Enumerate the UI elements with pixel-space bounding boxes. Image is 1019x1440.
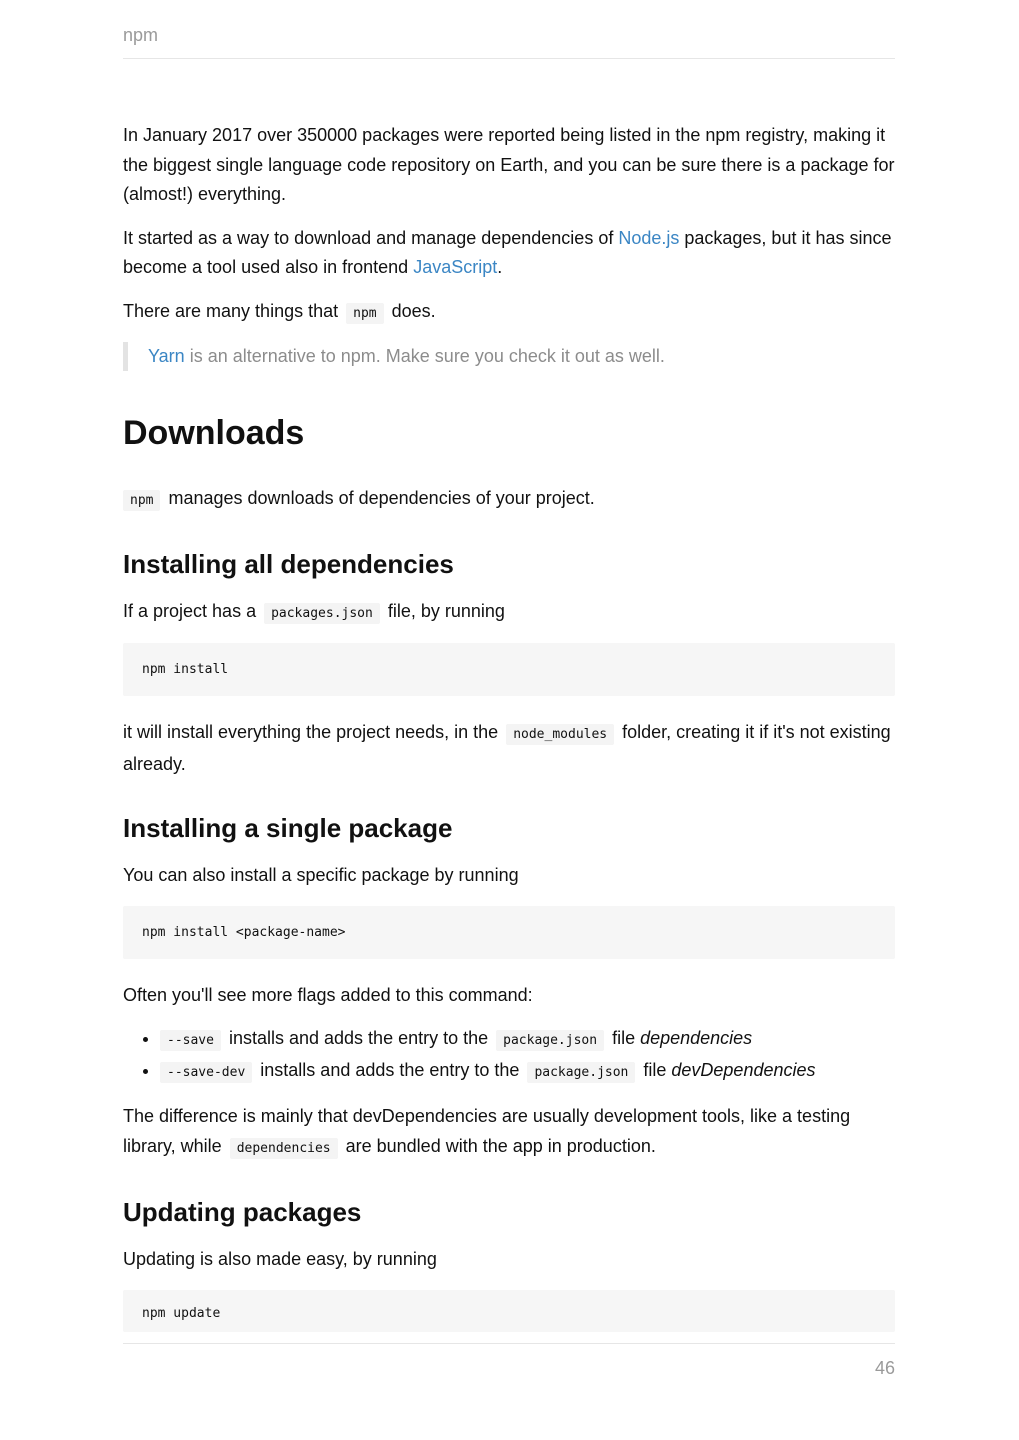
installing-all-heading: Installing all dependencies [123, 548, 454, 579]
nodejs-link[interactable]: Node.js [618, 227, 680, 248]
javascript-link[interactable]: JavaScript [413, 257, 498, 277]
installing-all-p2-text-b: folder, creating it if it's not existing already. [123, 722, 891, 774]
inline-code-packages-json: packages.json [264, 603, 380, 624]
inline-code-npm: npm [346, 303, 383, 324]
inline-code-package-json: package.json [527, 1062, 635, 1083]
code-block-npm-install: npm install [123, 643, 895, 696]
installing-all-paragraph-1 [123, 597, 895, 629]
installing-single-paragraph-2: Often you'll see more flags added to this command: [123, 984, 533, 1005]
inline-code-save-flag: --save [160, 1030, 221, 1051]
installing-single-p3-text-b: are bundled with the app in production. [340, 1135, 656, 1156]
flag-desc-text: installs and adds the entry to the [255, 1059, 525, 1080]
installing-single-heading: Installing a single package [123, 813, 453, 843]
inline-code-package-json: package.json [496, 1030, 604, 1051]
yarn-callout-text: is an alternative to npm. Make sure you check it out as well. [184, 346, 665, 366]
intro-p3-text-a: There are many things that [123, 300, 344, 321]
code-block-npm-install-package: npm install <package-name> [123, 906, 895, 959]
page-number: 46 [874, 1358, 895, 1378]
installing-all-p1-text-a: If a project has a [123, 600, 262, 621]
flag-desc-text: file [638, 1059, 672, 1080]
intro-paragraph-1: In January 2017 over 350000 packages were reported being listed in the npm registry, making it the biggest single language code repository on Earth, and you can be sure there is a package for (almost!) everything. [123, 125, 895, 204]
installing-all-p2-text-a: it will install everything the project needs, in the [123, 722, 504, 742]
inline-code-npm: npm [123, 490, 160, 511]
flag-target: dependencies [640, 1028, 753, 1048]
downloads-paragraph [123, 484, 895, 516]
inline-code-dependencies: dependencies [230, 1138, 338, 1159]
updating-paragraph: Updating is also made easy, by running [123, 1249, 437, 1269]
intro-p2-text-c: . [497, 257, 503, 277]
intro-p2-text-b: packages, but it has since become a tool used also in frontend [123, 227, 892, 277]
yarn-link[interactable]: Yarn [148, 346, 185, 366]
intro-p3-text-b: does. [386, 300, 436, 321]
flags-list [123, 1024, 895, 1087]
updating-heading: Updating packages [123, 1197, 362, 1227]
installing-single-paragraph-3 [123, 1102, 895, 1163]
inline-code-node-modules: node_modules [506, 724, 614, 745]
installing-single-p3-text-a: The difference is mainly that devDependencies are usually development tools, like a testing library, while [123, 1106, 851, 1156]
inline-code-save-dev-flag: --save-dev [160, 1062, 252, 1083]
running-footer [123, 1343, 895, 1394]
list-item [160, 1056, 895, 1088]
document-page [123, 0, 895, 1440]
yarn-callout [123, 342, 895, 371]
running-header-title: npm [123, 25, 159, 45]
page-content [123, 121, 895, 1332]
downloads-paragraph-text: manages downloads of dependencies of your project. [163, 488, 595, 508]
intro-paragraph-2 [123, 224, 895, 283]
code-block-npm-update: npm update [123, 1290, 895, 1332]
installing-all-p1-text-b: file, by running [382, 600, 505, 621]
intro-paragraph-3 [123, 297, 895, 329]
flag-desc-text: file [607, 1028, 641, 1048]
list-item [160, 1024, 895, 1056]
flag-desc-text: installs and adds the entry to the [223, 1028, 494, 1048]
flag-target: devDependencies [671, 1059, 816, 1080]
downloads-heading: Downloads [123, 414, 305, 452]
installing-single-paragraph-1: You can also install a specific package by running [123, 865, 519, 885]
intro-p2-text-a: It started as a way to download and manage dependencies of [123, 227, 619, 248]
installing-all-paragraph-2 [123, 718, 895, 779]
running-header [123, 24, 895, 59]
